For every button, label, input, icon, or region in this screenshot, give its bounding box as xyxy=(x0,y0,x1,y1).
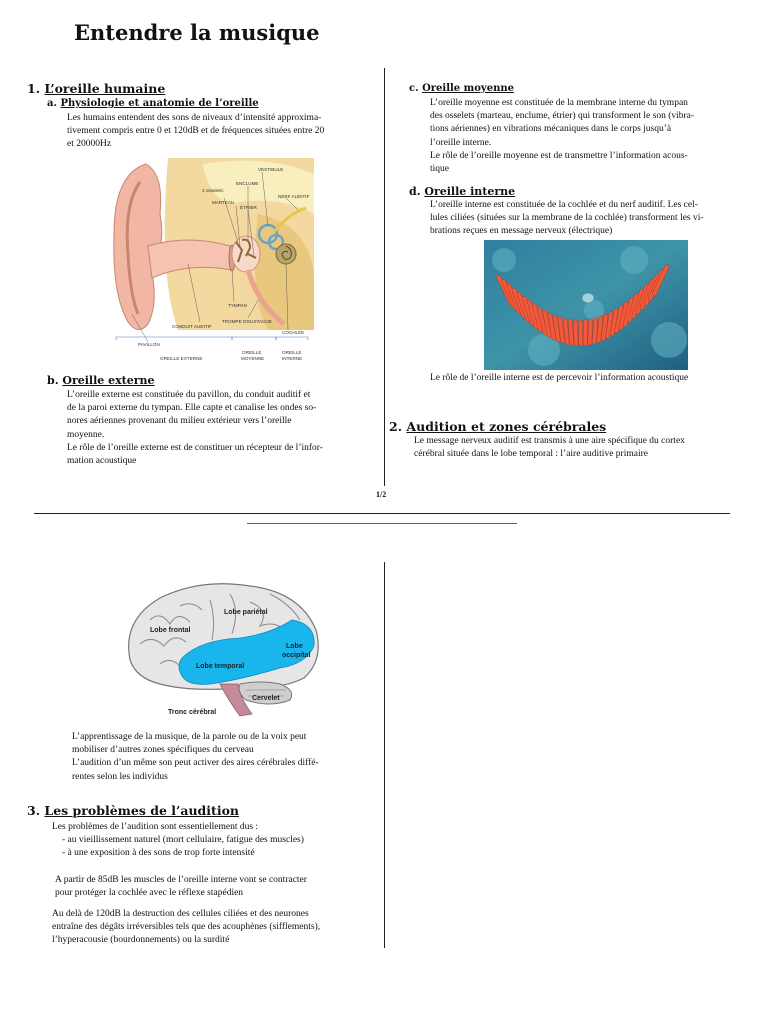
ear-label-interne-2: INTERNE xyxy=(282,356,303,361)
page-link-line xyxy=(247,523,517,524)
section-2-text xyxy=(414,435,744,461)
text-line: et 20000Hz xyxy=(67,139,112,150)
text-line: mation acoustique xyxy=(67,456,137,467)
text-line: rentes selon les individus xyxy=(72,771,168,782)
brain-label-cervelet: Cervelet xyxy=(252,695,280,702)
subsection-c-text xyxy=(430,97,750,176)
text-line: entraîne des dégâts irréversibles tels que des acouphènes (sifflements), xyxy=(52,922,321,933)
text-line: L’oreille interne est constituée de la cochlée et du nerf auditif. Les cel- xyxy=(430,200,698,210)
subsection-a-title: Physiologie et anatomie de l’oreille xyxy=(60,98,259,109)
text-line: Le message nerveux auditif est transmis à une aire spécifique du cortex xyxy=(414,436,685,446)
ear-label-etrier: ÉTRIER xyxy=(240,205,257,210)
text-line: l’hyperacousie (bourdonnements) ou la surdité xyxy=(52,935,230,946)
ear-label-marteau: MARTEAU xyxy=(212,200,235,205)
text-line: nores aériennes provenant du milieu extérieur vers l’oreille xyxy=(67,416,292,427)
section-2-heading xyxy=(389,419,606,434)
subsection-b-label: b. xyxy=(47,374,59,387)
subsection-c-heading xyxy=(409,83,514,94)
brain-label-occipital-1: Lobe xyxy=(286,643,303,650)
text-line: cérébral située dans le lobe temporal : l’aire auditive primaire xyxy=(414,449,648,460)
ear-label-nerf-auditif: NERF AUDITIF xyxy=(278,194,310,199)
text-line: L’apprentissage de la musique, de la parole ou de la voix peut xyxy=(72,732,307,742)
subsection-d-caption: Le rôle de l’oreille interne est de percevoir l’information acoustique xyxy=(430,373,689,383)
text-line: moyenne. xyxy=(67,429,105,440)
section-1-number: 1. xyxy=(27,81,41,96)
subsection-d-title: Oreille interne xyxy=(424,185,516,198)
column-divider-bottom xyxy=(384,562,385,948)
subsection-b-text xyxy=(67,389,379,468)
text-line: de la paroi externe du tympan. Elle capte et canalise les ondes so- xyxy=(67,403,317,414)
text-line: brations reçues en message nerveux (électrique) xyxy=(430,226,613,237)
section-3-number: 3. xyxy=(27,803,41,818)
subsection-c-title: Oreille moyenne xyxy=(422,83,514,94)
ear-label-tympan: TYMPAN xyxy=(228,303,247,308)
section-3-paragraph-1 xyxy=(55,874,375,900)
text-line: tique xyxy=(430,164,449,175)
brain-label-temporal: Lobe temporal xyxy=(196,663,245,670)
text-line: tivement compris entre 0 et 120dB et de fréquences situées entre 20 xyxy=(67,126,325,137)
text-line: pour protéger la cochlée avec le réflexe stapédien xyxy=(55,888,244,899)
page-title: Entendre la musique xyxy=(74,20,320,45)
section-3-intro: Les problèmes de l’audition sont essentiellement dus : xyxy=(52,822,259,832)
cilia-bundle xyxy=(583,320,587,346)
cilia-bundle xyxy=(578,320,582,346)
section-3-heading xyxy=(27,803,239,818)
ear-label-moyenne-1: OREILLE xyxy=(242,350,262,355)
text-line: des osselets (marteau, enclume, étrier) qui transforment le son (vibra- xyxy=(430,111,695,122)
subsection-a-text xyxy=(67,112,377,152)
ear-label-interne-1: OREILLE xyxy=(282,350,302,355)
text-line: L’oreille moyenne est constituée de la membrane interne du tympan xyxy=(430,98,688,108)
subsection-a-heading xyxy=(47,98,259,109)
subsection-c-label: c. xyxy=(409,83,419,94)
text-line: Le rôle de l’oreille moyenne est de transmettre l’information acous- xyxy=(430,150,688,161)
ear-label-conduit: CONDUIT AUDITIF xyxy=(172,324,212,329)
ear-label-vestibule: VESTIBULE xyxy=(258,167,284,172)
brain-label-parietal: Lobe pariétal xyxy=(224,609,268,616)
list-item: - à une exposition à des sons de trop forte intensité xyxy=(62,848,255,859)
subsection-d-label: d. xyxy=(409,185,421,198)
text-line: mobiliser d’autres zones spécifiques du cerveau xyxy=(72,745,254,756)
text-line: lules ciliées (situées sur la membrane de la cochlée) transforment les vi- xyxy=(430,213,704,224)
ear-label-enclume: ENCLUME xyxy=(236,181,259,186)
ear-label-pavillon: PAVILLON xyxy=(138,342,160,347)
subsection-d-text xyxy=(430,199,755,239)
cilia-micrograph xyxy=(484,240,688,370)
ear-label-moyenne-2: MOYENNE xyxy=(241,356,265,361)
ear-label-osselets: 3 osselets: xyxy=(202,188,224,193)
text-line: Au delà de 120dB la destruction des cellules ciliées et des neurones xyxy=(52,909,309,919)
text-line: Le rôle de l’oreille externe est de constituer un récepteur de l’infor- xyxy=(67,442,323,453)
section-1-title: L’oreille humaine xyxy=(44,81,166,96)
text-line: L’audition d’un même son peut activer des aires cérébrales diffé- xyxy=(72,758,319,769)
subsection-a-label: a. xyxy=(47,98,57,109)
section-3-title: Les problèmes de l’audition xyxy=(44,803,239,818)
subsection-b-title: Oreille externe xyxy=(62,374,155,387)
list-item: - au vieillissement naturel (mort cellulaire, fatigue des muscles) xyxy=(62,835,304,845)
ear-label-trompe: TROMPE D'EUSTACHE xyxy=(222,319,272,324)
page-separator xyxy=(34,513,730,514)
ear-label-cochlee: COCHLÉE xyxy=(282,330,305,335)
section-2-title: Audition et zones cérébrales xyxy=(406,419,607,434)
page-number: 1/2 xyxy=(376,490,387,499)
section-3-list xyxy=(62,834,377,860)
ear-anatomy-figure xyxy=(108,154,314,368)
subsection-d-heading xyxy=(409,185,515,198)
column-divider-top xyxy=(384,68,385,486)
section-3-paragraph-2 xyxy=(52,908,378,948)
cilia-bundle xyxy=(573,320,578,346)
section-2-number: 2. xyxy=(389,419,403,434)
text-line: A partir de 85dB les muscles de l’oreille interne vont se contracter xyxy=(55,875,307,885)
brain-label-frontal: Lobe frontal xyxy=(150,627,191,634)
brain-figure xyxy=(120,580,324,720)
text-line: tions aériennes) en vibrations mécaniques dans le corps jusqu’à xyxy=(430,124,672,135)
brain-label-occipital-2: occipital xyxy=(282,652,311,659)
cilia-bundle xyxy=(588,319,593,345)
text-line: l’oreille interne. xyxy=(430,137,492,148)
section-1-heading xyxy=(27,81,165,96)
text-line: Les humains entendent des sons de niveaux d’intensité approxima- xyxy=(67,113,322,123)
text-line: L’oreille externe est constituée du pavillon, du conduit auditif et xyxy=(67,390,311,400)
brain-text xyxy=(72,731,377,784)
ear-label-oreille-externe: OREILLE EXTERNE xyxy=(160,356,203,361)
brain-label-tronc: Tronc cérébral xyxy=(168,709,217,716)
subsection-b-heading xyxy=(47,374,155,387)
